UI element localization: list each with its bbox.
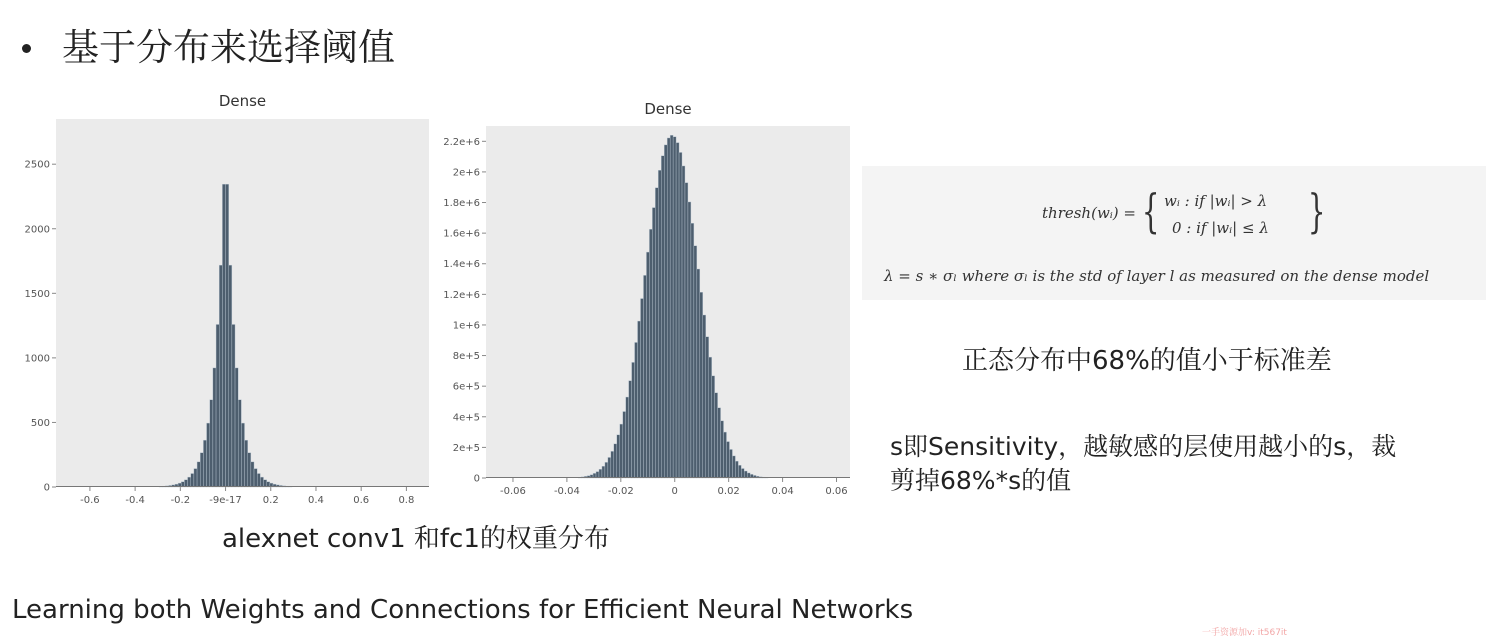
histogram-bar: [251, 462, 254, 487]
chart-1-title: Dense: [218, 92, 267, 110]
histogram-bar: [718, 408, 721, 478]
watermark-text: 一手资源加v: it567it: [1202, 628, 1287, 638]
histogram-bar: [617, 435, 620, 478]
chart-2-y-tick-label: 1.2e+6: [443, 289, 480, 301]
histogram-bar: [649, 229, 652, 478]
chart-2-y-tick-label: 1.4e+6: [443, 259, 480, 271]
histogram-bar: [229, 265, 232, 487]
chart-2-title: Dense: [644, 100, 692, 118]
histogram-bar: [652, 208, 655, 478]
histogram-bar: [741, 469, 744, 478]
chart-2-y-tick-label: 6e+5: [452, 381, 480, 393]
chart-2-y-tick-label: 1.6e+6: [443, 228, 480, 240]
histogram-bar: [241, 423, 244, 487]
histogram-bar: [688, 202, 691, 478]
chart-1-y-tick-label: 500: [30, 417, 50, 429]
histogram-bar: [700, 292, 703, 478]
histogram-bar: [191, 474, 194, 487]
chart-1-svg: [10, 88, 435, 506]
note-sensitivity-line-1: s即Sensitivity，越敏感的层使用越小的s，裁: [890, 432, 1397, 461]
chart-1-y-tick-label: 1500: [24, 288, 50, 300]
histogram-bar: [682, 166, 685, 478]
note-normal-distribution: 正态分布中68%的值小于标准差: [962, 346, 1332, 376]
formula-lhs: thresh(wᵢ) =: [1042, 204, 1136, 222]
histogram-bar: [219, 265, 222, 487]
chart-2-y-tick-label: 2.2e+6: [443, 136, 480, 148]
histogram-bar: [226, 184, 229, 487]
histogram-bar: [638, 321, 641, 478]
chart-2-x-tick-label: 0.02: [717, 486, 740, 497]
histogram-bar: [248, 453, 251, 487]
note-sensitivity-line-2: 剪掉68%*s的值: [890, 466, 1072, 495]
chart-1-x-tick-label: -0.4: [125, 495, 145, 506]
histogram-bar: [254, 469, 257, 487]
histogram-bar: [620, 424, 623, 478]
chart-2-y-tick-label: 8e+5: [452, 351, 480, 363]
histogram-bar: [264, 480, 267, 487]
histogram-bar: [194, 469, 197, 487]
chart-2-y-tick-label: 1e+6: [452, 320, 480, 332]
histogram-bar: [670, 135, 673, 478]
paper-title: Learning both Weights and Connections for Efficient Neural Networks: [12, 595, 914, 625]
histogram-bar: [235, 368, 238, 487]
histogram-bar: [605, 462, 608, 478]
histogram-bar: [257, 474, 260, 487]
histogram-bar: [643, 275, 646, 478]
histogram-bar: [260, 477, 263, 487]
histogram-bar: [210, 400, 213, 487]
histogram-bar: [697, 269, 700, 478]
histogram-bar: [599, 469, 602, 478]
formula-lambda-definition: λ = s ∗ σₗ where σₗ is the std of layer l as measured on the dense model: [884, 267, 1430, 285]
histogram-bar: [738, 465, 741, 478]
histogram-bar: [232, 324, 235, 487]
histogram-bar: [694, 246, 697, 478]
chart-2-x-tick-label: -0.04: [553, 486, 580, 497]
histogram-bar: [658, 170, 661, 478]
chart-2-x-tick-label: -0.02: [607, 486, 634, 497]
histogram-bar: [703, 315, 706, 478]
threshold-formula: [862, 166, 1486, 300]
histogram-bar: [729, 449, 732, 478]
chart-2-x-tick-label: 0.06: [825, 486, 848, 497]
histogram-bar: [602, 466, 605, 478]
histogram-bar: [676, 143, 679, 478]
histogram-bar: [673, 137, 676, 478]
chart-2-x-tick-label: -0.06: [500, 486, 526, 497]
chart-1-y-tick-label: 2000: [24, 224, 50, 236]
histogram-bar: [238, 400, 241, 487]
chart-2-y-tick-label: 2e+6: [452, 167, 480, 179]
histogram-bar: [200, 453, 203, 487]
chart-1-y-tick-label: 2500: [24, 159, 50, 171]
histogram-bar: [691, 223, 694, 478]
chart-2-y-tick-label: 1.8e+6: [443, 198, 480, 210]
chart-2-x-tick-label: 0.04: [771, 486, 794, 497]
histogram-bar: [626, 397, 629, 478]
histogram-bar: [715, 393, 718, 478]
chart-1-x-tick-label: 0.4: [308, 495, 324, 506]
chart-1-x-tick-label: -9e-17: [209, 495, 242, 506]
formula-case-2: 0 : if |wᵢ| ≤ λ: [1172, 219, 1269, 237]
histogram-bar: [207, 423, 210, 487]
histogram-bar: [640, 299, 643, 478]
histogram-bar: [635, 342, 638, 478]
histogram-bar: [184, 480, 187, 487]
histogram-bar: [629, 381, 632, 478]
figure-caption: alexnet conv1 和fc1的权重分布: [222, 524, 610, 554]
chart-2-x-tick-label: 0: [671, 486, 678, 497]
histogram-bar: [632, 362, 635, 478]
histogram-bar: [213, 368, 216, 487]
conv1-histogram: [10, 88, 435, 506]
bullet-dot: [22, 44, 31, 53]
chart-2-y-tick-label: 2e+5: [452, 442, 480, 454]
histogram-bar: [661, 156, 664, 478]
histogram-bar: [222, 184, 225, 487]
histogram-bar: [679, 152, 682, 478]
formula-right-brace: }: [1307, 184, 1326, 238]
histogram-bar: [721, 421, 724, 478]
chart-1-x-tick-label: 0.2: [262, 495, 279, 506]
chart-1-x-tick-label: 0.6: [353, 495, 370, 506]
chart-2-y-tick-label: 0: [473, 473, 480, 485]
histogram-bar: [732, 456, 735, 478]
fc1-histogram: [438, 96, 854, 506]
histogram-bar: [245, 440, 248, 487]
chart-1-y-tick-label: 1000: [24, 353, 50, 365]
histogram-bar: [608, 457, 611, 478]
histogram-bar: [216, 324, 219, 487]
histogram-bar: [188, 477, 191, 487]
histogram-bar: [706, 337, 709, 478]
histogram-bar: [646, 252, 649, 478]
histogram-bar: [735, 461, 738, 478]
histogram-bar: [197, 462, 200, 487]
chart-2-y-tick-label: 4e+5: [452, 412, 480, 424]
histogram-bar: [623, 412, 626, 478]
histogram-bar: [614, 444, 617, 478]
chart-1-y-tick-label: 0: [43, 482, 50, 494]
formula-case-1: wᵢ : if |wᵢ| > λ: [1164, 192, 1268, 210]
chart-2-svg: [438, 96, 854, 506]
histogram-bar: [664, 145, 667, 478]
histogram-bar: [611, 451, 614, 478]
chart-1-x-tick-label: -0.2: [170, 495, 191, 506]
histogram-bar: [203, 440, 206, 487]
histogram-bar: [655, 188, 658, 478]
formula-left-brace: {: [1141, 184, 1160, 238]
chart-1-x-tick-label: 0.8: [398, 495, 415, 506]
slide-title: 基于分布来选择阈值: [62, 26, 395, 69]
chart-1-x-tick-label: -0.6: [80, 495, 100, 506]
histogram-bar: [709, 357, 712, 478]
histogram-bar: [712, 376, 715, 478]
histogram-bar: [724, 432, 727, 478]
histogram-bar: [685, 183, 688, 478]
histogram-bar: [727, 442, 730, 478]
histogram-bar: [744, 471, 747, 478]
histogram-bar: [667, 138, 670, 478]
